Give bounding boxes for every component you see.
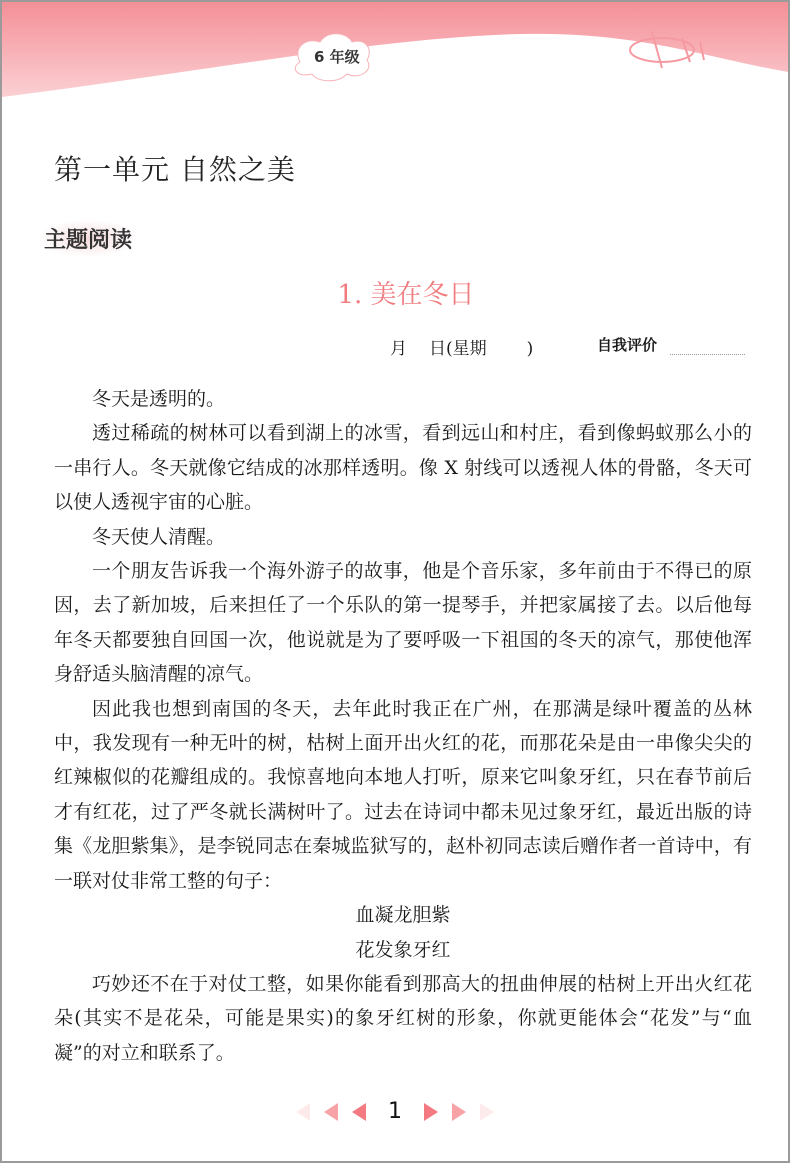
article-body: [54, 382, 752, 1070]
date-line: [390, 334, 555, 359]
arrow-left-icon: [324, 1103, 338, 1121]
arrow-left-icon: [296, 1103, 310, 1121]
section-label: 主题阅读: [40, 221, 136, 256]
arrow-right-icon: [452, 1103, 466, 1121]
paragraph: 因此我也想到南国的冬天，去年此时我正在广州，在那满是绿叶覆盖的丛林中，我发现有一种无叶的树，枯树上面开出火红的花，而那花朵是由一串像尖尖的红辣椒似的花瓣组成的。我惊喜地向本地人打听，原来它叫象牙红，只在春节前后才有红花，过了严冬就长满树叶了。过去在诗词中都未见过象牙红，最近出版的诗集《龙胆紫集》，是李锐同志在秦城监狱写的，赵朴初同志读后赠作者一首诗中，有一联对仗非常工整的句子：: [54, 697, 752, 892]
grade-label: 6 年级: [314, 48, 360, 66]
poem-line: 血凝龙胆紫: [355, 904, 451, 927]
paragraph: 透过稀疏的树林可以看到湖上的冰雪，看到远山和村庄，看到像蚂蚁那么小的一串行人。冬天就像它结成的冰那样透明。像 X 射线可以透视人体的骨骼，冬天可以使人透视宇宙的心脏。: [54, 422, 752, 514]
unit-title: 第一单元 自然之美: [54, 153, 296, 186]
lesson-title: 1. 美在冬日: [337, 280, 475, 310]
close-paren: ): [526, 339, 534, 359]
self-eval-label: 自我评价: [597, 336, 658, 354]
paragraph: 冬天使人清醒。: [92, 525, 226, 548]
day-label: 日(星期: [429, 339, 487, 359]
page-number: 1: [388, 1099, 402, 1124]
header-banner: [2, 2, 788, 152]
arrow-right-icon: [480, 1103, 494, 1121]
month-label: 月: [390, 339, 407, 359]
self-eval-blank: [670, 354, 745, 355]
arrow-right-icon: [424, 1103, 438, 1121]
poem-line: 花发象牙红: [355, 938, 451, 961]
page: [2, 2, 788, 1161]
paragraph: 一个朋友告诉我一个海外游子的故事，他是个音乐家，多年前由于不得已的原因，去了新加坡，后来担任了一个乐队的第一提琴手，并把家属接了去。以后他每年冬天都要独自回国一次，他说就是为了要呼吸一下祖国的冬天的凉气，那使他浑身舒适头脑清醒的凉气。: [54, 560, 752, 686]
paragraph: 冬天是透明的。: [92, 388, 226, 410]
page-footer: [2, 1099, 788, 1124]
arrow-left-icon: [352, 1103, 366, 1121]
paragraph: 巧妙还不在于对仗工整，如果你能看到那高大的扭曲伸展的枯树上开出火红花朵(其实不是花朵，可能是果实)的象牙红树的形象，你就更能体会“花发”与“血凝”的对立和联系了。: [54, 972, 752, 1064]
